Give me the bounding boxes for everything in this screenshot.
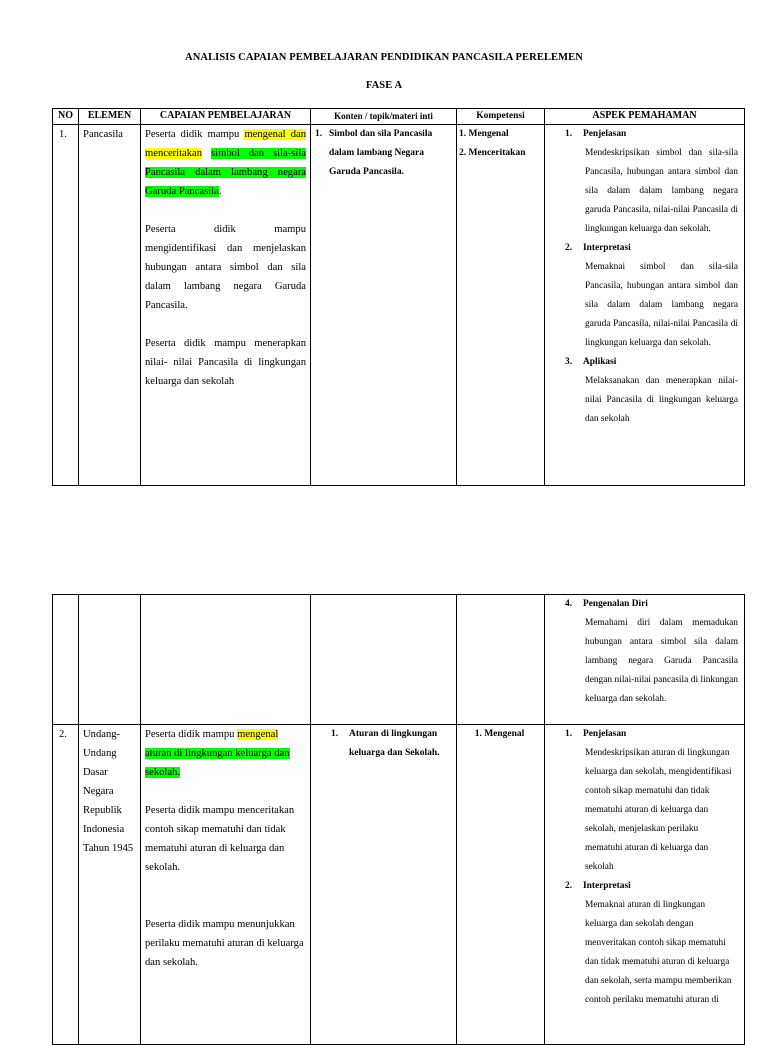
konten-number: 1.: [331, 729, 339, 739]
table-header-row: [53, 109, 745, 125]
header-kompetensi: Kompetensi: [457, 109, 545, 125]
aspek-description: Memaknai simbol dan sila-sila Pancasila, hubungan antara simbol dan sila dalam dalam lambang negara garuda Pancasila, nilai-nilai Pancasila di lingkungan keluarga dan sekolah.: [585, 262, 738, 348]
table-row: [53, 725, 745, 1045]
aspek-number: 4.: [565, 599, 573, 609]
row-capaian: [141, 125, 311, 486]
aspek-description: Mendeskripsikan simbol dan sila-sila Pancasila, hubungan antara simbol dan sila dalam dalam lambang negara garuda Pancasila, nilai-nilai Pancasila di lingkungan keluarga dan sekolah.: [585, 148, 738, 234]
capaian-paragraph: [145, 725, 306, 782]
aspek-description: Melaksanakan dan menerapkan nilai- nilai Pancasila di lingkungan keluarga dan sekolah: [585, 376, 738, 424]
header-capaian: CAPAIAN PEMBELAJARAN: [141, 109, 311, 125]
analysis-table-part1: [52, 108, 745, 486]
aspek-title: Interpretasi: [583, 881, 631, 891]
row-number: 2.: [53, 725, 79, 1045]
aspek-number: 1.: [565, 729, 573, 739]
kompetensi-item: 1. Mengenal: [474, 729, 525, 739]
highlight-green: aturan di lingkungan keluarga dan sekolah.: [145, 748, 290, 778]
table-row-continued: [53, 595, 745, 725]
aspek-description: Memahami diri dalam memadukan hubungan antara simbol sila dalam lambang negara Garuda Pancasila dengan nilai-nilai pancasila di linkungan keluarga dan sekolah.: [585, 618, 738, 704]
aspek-title: Aplikasi: [583, 357, 617, 367]
row-konten: [311, 125, 457, 486]
aspek-number: 2.: [565, 243, 573, 253]
header-no: NO: [53, 109, 79, 125]
row-kompetensi: [457, 725, 545, 1045]
aspek-title: Penjelasan: [583, 729, 627, 739]
header-elemen: ELEMEN: [79, 109, 141, 125]
kompetensi-item: 1. Mengenal: [459, 129, 509, 139]
kompetensi-item: 2. Menceritakan: [459, 148, 526, 158]
capaian-paragraph: Peserta didik mampu menceritakan contoh sikap mematuhi dan tidak mematuhi aturan di keluarga dan sekolah.: [145, 805, 295, 873]
capaian-paragraph: Peserta didik mampu menerapkan nilai- nilai Pancasila di lingkungan keluarga dan sekolah: [145, 338, 306, 387]
highlight-yellow: mengenal: [237, 729, 279, 740]
capaian-paragraph: Peserta didik mampu mengidentifikasi dan menjelaskan hubungan antara simbol dan sila dalam lambang negara Garuda Pancasila.: [145, 224, 306, 311]
capaian-text: Peserta didik mampu: [145, 729, 238, 740]
row-kompetensi: [457, 125, 545, 486]
row-elemen: Pancasila: [79, 125, 141, 486]
row-aspek: [545, 725, 745, 1045]
row-number: 1.: [53, 125, 79, 486]
konten-number: 1.: [315, 129, 323, 139]
aspek-title: Pengenalan Diri: [583, 599, 648, 609]
aspek-description: Mendeskripsikan aturan di lingkungan keluarga dan sekolah, mengidentifikasi contoh sikap mematuhi dan tidak mematuhi aturan di keluarga dan sekolah, menjelaskan perilaku mematuhi aturan di keluarga dan sekolah: [585, 748, 732, 872]
header-konten: Konten / topik/materi inti: [311, 109, 457, 125]
row-aspek: [545, 595, 745, 725]
aspek-number: 3.: [565, 357, 573, 367]
capaian-text: .: [218, 186, 222, 197]
konten-text: Aturan di lingkungan keluarga dan Sekolah.: [349, 729, 440, 758]
row-capaian: [141, 725, 311, 1045]
konten-text: Simbol dan sila Pancasila dalam lambang Negara Garuda Pancasila.: [329, 129, 433, 177]
document-subtitle: FASE A: [365, 80, 403, 91]
aspek-title: Interpretasi: [583, 243, 631, 253]
capaian-paragraph: Peserta didik mampu menunjukkan perilaku mematuhi aturan di keluarga dan sekolah.: [145, 919, 304, 968]
aspek-description: Memaknai aturan di lingkungan keluarga dan sekolah dengan menveritakan contoh sikap mematuhi dan tidak mematuhi aturan di keluarga dan sekolah, serta mampu memberikan contoh perilaku mematuhi aturan di: [585, 900, 732, 1005]
aspek-number: 1.: [565, 129, 573, 139]
highlight-yellow: mengenal dan menceritakan: [145, 129, 307, 159]
row-elemen: Undang-Undang Dasar Negara Republik Indonesia Tahun 1945: [79, 725, 141, 1045]
row-konten: [311, 725, 457, 1045]
analysis-table-part2: [52, 594, 745, 1045]
document-title: ANALISIS CAPAIAN PEMBELAJARAN PENDIDIKAN PANCASILA PERELEMEN: [185, 52, 583, 63]
row-aspek: [545, 125, 745, 486]
aspek-number: 2.: [565, 881, 573, 891]
header-aspek: ASPEK PEMAHAMAN: [545, 109, 745, 125]
table-row: [53, 125, 745, 486]
highlight-green: simbol dan sila-sila Pancasila dalam lambang negara Garuda Pancasila: [145, 148, 306, 197]
capaian-paragraph: [145, 125, 306, 201]
aspek-title: Penjelasan: [583, 129, 627, 139]
capaian-text: Peserta didik mampu: [145, 129, 245, 140]
